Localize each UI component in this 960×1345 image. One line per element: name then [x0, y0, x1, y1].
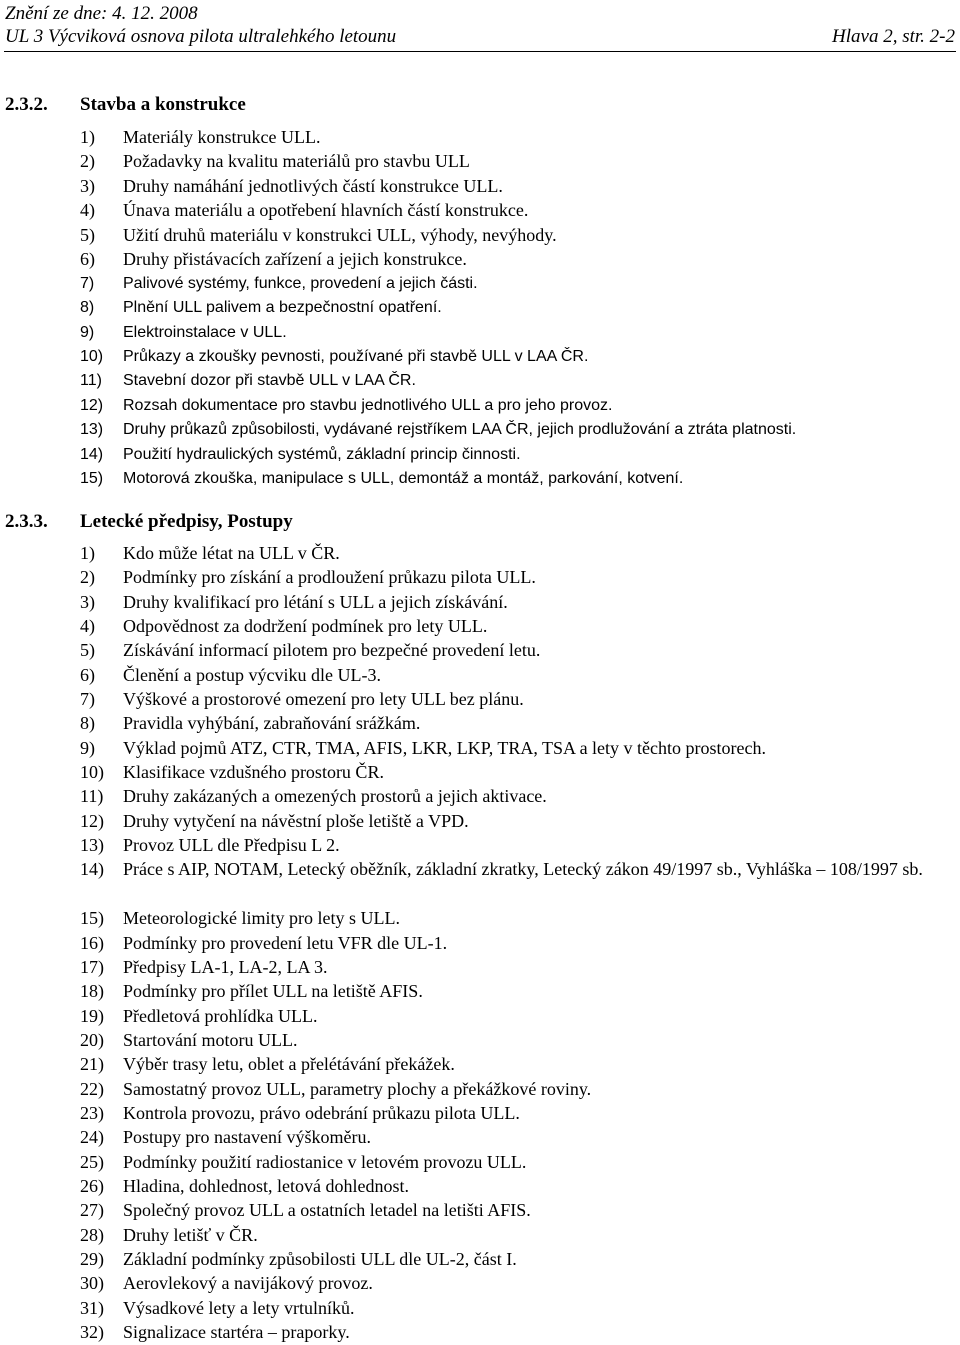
list-item-text: Signalizace startéra – praporky. [123, 1322, 350, 1342]
list-item-number: 5) [80, 640, 95, 661]
list-item-text: Získávání informací pilotem pro bezpečné provedení letu. [123, 640, 541, 661]
list-item-number: 23) [80, 1102, 104, 1123]
list-item-text: Druhy letišť v ČR. [123, 1224, 258, 1245]
list-item-number: 20) [80, 1029, 104, 1050]
list-item-text: Základní podmínky způsobilosti ULL dle UL-2, část I. [123, 1248, 517, 1269]
list-item-text: Členění a postup výcviku dle UL-3. [123, 664, 381, 685]
list-item [0, 1224, 960, 1248]
list-item [0, 932, 960, 956]
list-item-number: 4) [80, 200, 95, 221]
list-item [0, 1151, 960, 1175]
list-item [0, 126, 960, 150]
list-item [0, 248, 960, 272]
section-number: 2.3.3. [5, 511, 48, 532]
list-item-number: 21) [80, 1054, 104, 1075]
list-item-text: Kdo může létat na ULL v ČR. [123, 543, 340, 563]
list-item [0, 858, 960, 907]
list-item [0, 785, 960, 809]
list-item-text: Palivové systémy, funkce, provedení a jejich části. [123, 274, 478, 292]
list-item [0, 175, 960, 199]
list-item-text: Plnění ULL palivem a bezpečnostní opatření. [123, 299, 442, 317]
list-item [0, 1321, 960, 1345]
list-item-text: Druhy vytyčení na návěstní ploše letiště a VPD. [123, 810, 469, 831]
list-item-text: Rozsah dokumentace pro stavbu jednotlivého ULL a pro jeho provoz. [123, 396, 613, 414]
list-item [0, 591, 960, 615]
list-item-text: Provoz ULL dle Předpisu L 2. [123, 835, 340, 856]
list-item-number: 2) [80, 151, 95, 172]
list-item-number: 28) [80, 1224, 104, 1245]
list-item [0, 956, 960, 980]
list-item-number: 13) [80, 421, 104, 439]
list-item-number: 17) [80, 956, 104, 977]
list-item [0, 1272, 960, 1296]
list-item-text: Postupy pro nastavení výškoměru. [123, 1127, 371, 1148]
list-item-number: 26) [80, 1175, 104, 1196]
list-item-number: 14) [80, 859, 104, 880]
section-number: 2.3.2. [5, 94, 48, 115]
list-item-number: 12) [80, 810, 104, 831]
list-item-text: Samostatný provoz ULL, parametry plochy a překážkové roviny. [123, 1078, 592, 1099]
list-item [0, 1199, 960, 1223]
list-item [0, 834, 960, 858]
list-item [0, 395, 960, 419]
list-item-number: 11) [80, 786, 104, 807]
list-item [0, 150, 960, 174]
list-item-text: Druhy zakázaných a omezených prostorů a jejich aktivace. [123, 786, 547, 807]
section-title: Stavba a konstrukce [80, 94, 246, 115]
list-item [0, 761, 960, 785]
list-item-number: 14) [80, 445, 104, 463]
list-item [0, 1005, 960, 1029]
list-item-number: 32) [80, 1322, 104, 1342]
list-item-number: 3) [80, 591, 95, 612]
list-item [0, 322, 960, 346]
list-item-text: Druhy namáhání jednotlivých částí konstrukce ULL. [123, 175, 503, 196]
list-item-text: Použití hydraulických systémů, základní princip činnosti. [123, 445, 521, 463]
list-item-number: 7) [80, 689, 95, 710]
list-item-text: Práce s AIP, NOTAM, Letecký oběžník, základní zkratky, Letecký zákon 49/1997 sb., Vyhláška – 108/1997 sb. [123, 859, 923, 880]
list-item [0, 370, 960, 394]
list-item-number: 8) [80, 713, 95, 734]
list-item-number: 12) [80, 396, 104, 414]
list-item [0, 1126, 960, 1150]
list-item-text: Společný provoz ULL a ostatních letadel na letišti AFIS. [123, 1200, 531, 1221]
list-item-text: Druhy průkazů způsobilosti, vydávané rejstříkem LAA ČR, jejich prodlužování a ztráta platnosti. [123, 421, 797, 439]
list-item [0, 468, 960, 492]
list-item-number: 11) [80, 372, 102, 390]
list-item-number: 6) [80, 664, 95, 685]
list-item [0, 1078, 960, 1102]
list-item [0, 737, 960, 761]
list-item-text: Podmínky použití radiostanice v letovém provozu ULL. [123, 1151, 527, 1172]
list-item-text: Kontrola provozu, právo odebrání průkazu pilota ULL. [123, 1102, 520, 1123]
list-item-text: Aerovlekový a navijákový provoz. [123, 1273, 373, 1294]
list-item-number: 3) [80, 175, 95, 196]
list-item-number: 2) [80, 567, 95, 588]
list-item-text: Podmínky pro přílet ULL na letiště AFIS. [123, 981, 423, 1002]
list-item-number: 31) [80, 1297, 104, 1318]
list-item [0, 419, 960, 443]
list-item-number: 29) [80, 1248, 104, 1269]
list-item-text: Požadavky na kvalitu materiálů pro stavbu ULL [123, 151, 470, 172]
list-item [0, 664, 960, 688]
list-item-text: Druhy kvalifikací pro létání s ULL a jejich získávání. [123, 591, 508, 612]
list-item [0, 199, 960, 223]
list-item [0, 542, 960, 566]
list-item [0, 712, 960, 736]
list-item-number: 18) [80, 981, 104, 1002]
list-item-text: Elektroinstalace v ULL. [123, 323, 287, 341]
list-item [0, 980, 960, 1004]
section-title: Letecké předpisy, Postupy [80, 511, 293, 532]
header-divider [4, 51, 956, 52]
list-item [0, 1029, 960, 1053]
list-item-text: Výškové a prostorové omezení pro lety ULL bez plánu. [123, 689, 524, 710]
list-item-text: Únava materiálu a opotřebení hlavních částí konstrukce. [123, 200, 529, 221]
list-item-number: 9) [80, 737, 95, 758]
section-list-construction [0, 126, 960, 493]
list-item-number: 27) [80, 1200, 104, 1221]
list-item-text: Výklad pojmů ATZ, CTR, TMA, AFIS, LKR, LKP, TRA, TSA a lety v těchto prostorech. [123, 737, 766, 758]
list-item [0, 810, 960, 834]
list-item-text: Podmínky pro provedení letu VFR dle UL-1. [123, 932, 448, 953]
list-item-text: Výsadkové lety a lety vrtulníků. [123, 1297, 355, 1318]
list-item-number: 1) [80, 543, 95, 563]
list-item-number: 24) [80, 1127, 104, 1148]
list-item-text: Stavební dozor při stavbě ULL v LAA ČR. [123, 372, 416, 390]
list-item-number: 7) [80, 274, 95, 292]
list-item-number: 9) [80, 323, 95, 341]
list-item [0, 1175, 960, 1199]
list-item-text: Odpovědnost za dodržení podmínek pro lety ULL. [123, 616, 488, 637]
list-item [0, 1297, 960, 1321]
document-title: UL 3 Výcviková osnova pilota ultralehkého letounu [5, 26, 397, 47]
list-item [0, 444, 960, 468]
list-item-number: 30) [80, 1273, 104, 1294]
list-item [0, 566, 960, 590]
list-item-number: 22) [80, 1078, 104, 1099]
list-item-text: Druhy přistávacích zařízení a jejich konstrukce. [123, 249, 467, 270]
list-item [0, 907, 960, 931]
list-item-number: 4) [80, 616, 95, 637]
list-item-text: Materiály konstrukce ULL. [123, 127, 321, 147]
list-item [0, 688, 960, 712]
header-line [5, 26, 955, 48]
list-item-text: Motorová zkouška, manipulace s ULL, demontáž a montáž, parkování, kotvení. [123, 470, 684, 488]
list-item-text: Hladina, dohlednost, letová dohlednost. [123, 1175, 409, 1196]
list-item-text: Podmínky pro získání a prodloužení průkazu pilota ULL. [123, 567, 536, 588]
list-item-number: 10) [80, 762, 104, 783]
header-date: Znění ze dne: 4. 12. 2008 [5, 3, 198, 24]
list-item-number: 19) [80, 1005, 104, 1026]
list-item [0, 346, 960, 370]
section-list-regulations [0, 542, 960, 1345]
list-item-number: 1) [80, 127, 95, 147]
list-item-text: Meteorologické limity pro lety s ULL. [123, 908, 400, 929]
list-item-number: 6) [80, 249, 95, 270]
list-item-text: Klasifikace vzdušného prostoru ČR. [123, 762, 384, 783]
page-reference: Hlava 2, str. 2-2 [832, 26, 955, 47]
list-item [0, 297, 960, 321]
list-item-text: Předpisy LA-1, LA-2, LA 3. [123, 956, 328, 977]
list-item-text: Pravidla vyhýbání, zabraňování srážkám. [123, 713, 421, 734]
list-item-number: 16) [80, 932, 104, 953]
list-item-number: 13) [80, 835, 104, 856]
list-item [0, 639, 960, 663]
list-item [0, 224, 960, 248]
list-item-number: 8) [80, 299, 95, 317]
list-item [0, 615, 960, 639]
list-item-text: Užití druhů materiálu v konstrukci ULL, výhody, nevýhody. [123, 224, 557, 245]
list-item [0, 1102, 960, 1126]
list-item-number: 15) [80, 470, 104, 488]
list-item-number: 5) [80, 224, 95, 245]
list-item-number: 15) [80, 908, 104, 929]
list-item-number: 10) [80, 347, 104, 365]
list-item-text: Startování motoru ULL. [123, 1029, 298, 1050]
list-item [0, 273, 960, 297]
list-item-text: Výběr trasy letu, oblet a přelétávání překážek. [123, 1054, 455, 1075]
list-item-text: Průkazy a zkoušky pevnosti, používané při stavbě ULL v LAA ČR. [123, 347, 589, 365]
list-item-number: 25) [80, 1151, 104, 1172]
list-item [0, 1053, 960, 1077]
list-item-text: Předletová prohlídka ULL. [123, 1005, 318, 1026]
list-item [0, 1248, 960, 1272]
